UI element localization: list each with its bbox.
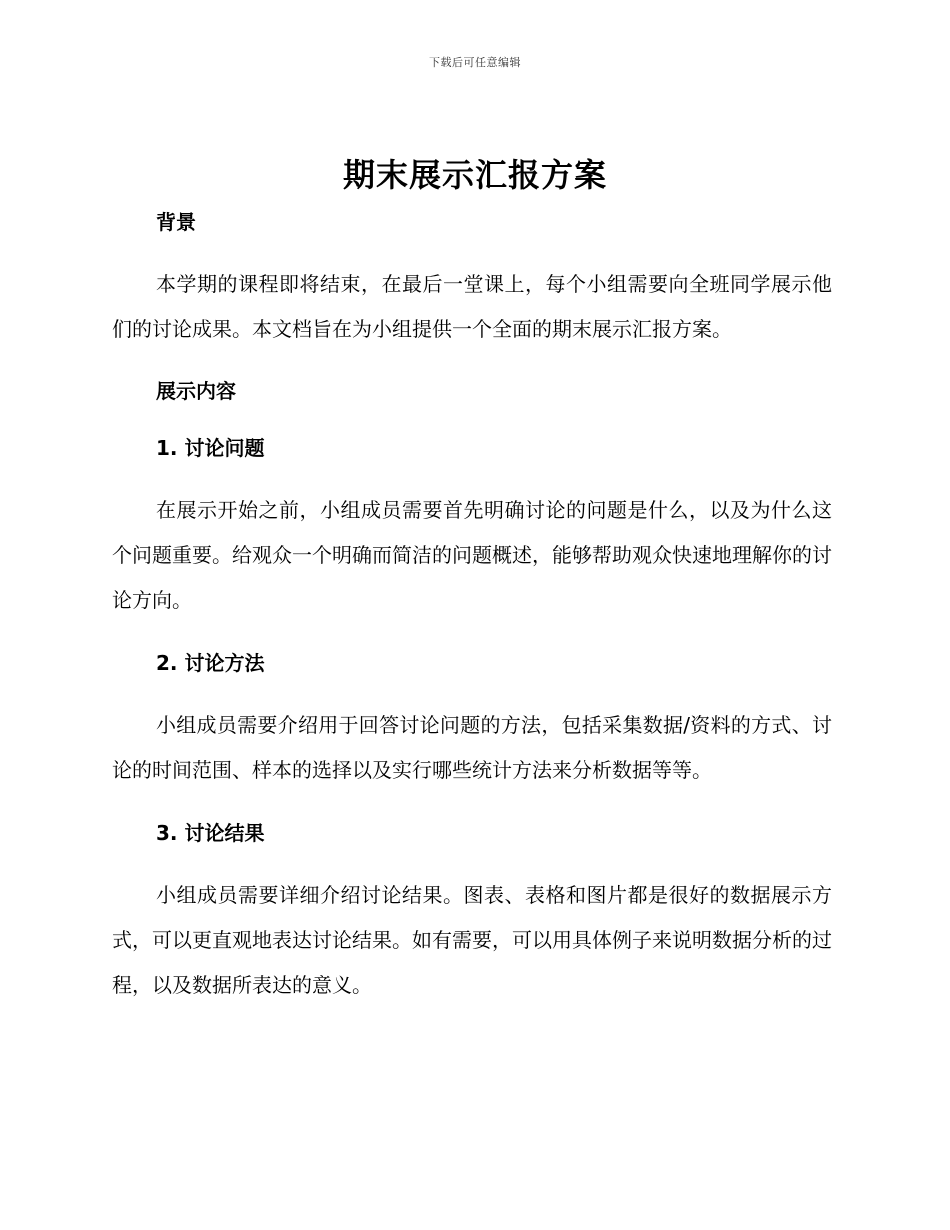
section-heading-background: 背景 bbox=[156, 210, 196, 234]
subsection-heading-results: 3. 讨论结果 bbox=[156, 821, 265, 845]
paragraph-background: 本学期的课程即将结束，在最后一堂课上，每个小组需要向全班同学展示他们的讨论成果。本文档旨在为小组提供一个全面的期末展示汇报方案。 bbox=[112, 272, 832, 341]
subsection-heading-problem: 1. 讨论问题 bbox=[156, 436, 265, 460]
paragraph-problem: 在展示开始之前，小组成员需要首先明确讨论的问题是什么，以及为什么这个问题重要。给观众一个明确而简洁的问题概述，能够帮助观众快速地理解你的讨论方向。 bbox=[112, 498, 832, 612]
page-header-note: 下载后可任意编辑 bbox=[429, 56, 521, 69]
section-heading-content: 展示内容 bbox=[156, 379, 236, 403]
paragraph-method: 小组成员需要介绍用于回答讨论问题的方法，包括采集数据/资料的方式、讨论的时间范围、样本的选择以及实行哪些统计方法来分析数据等等。 bbox=[112, 713, 832, 782]
document-title: 期末展示汇报方案 bbox=[342, 156, 607, 194]
subsection-heading-method: 2. 讨论方法 bbox=[156, 651, 265, 675]
document-body bbox=[112, 205, 832, 1008]
paragraph-results: 小组成员需要详细介绍讨论结果。图表、表格和图片都是很好的数据展示方式，可以更直观地表达讨论结果。如有需要，可以用具体例子来说明数据分析的过程，以及数据所表达的意义。 bbox=[112, 883, 832, 997]
